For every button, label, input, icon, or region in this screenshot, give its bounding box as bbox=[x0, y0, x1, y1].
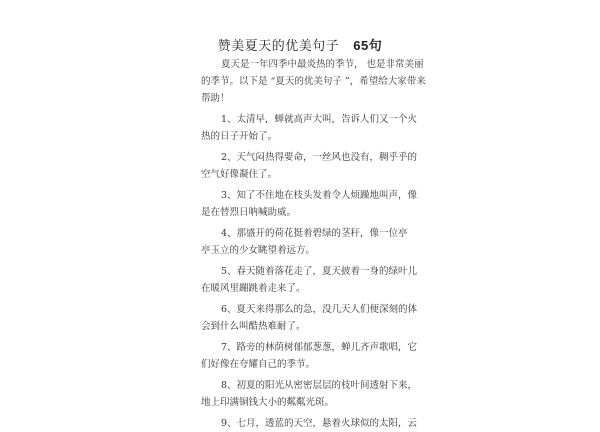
item-line: 空气好像凝住了。 bbox=[201, 169, 278, 180]
intro-line: 夏天是一年四季中最炎热的季节， 也是非常美丽 bbox=[221, 59, 424, 70]
item-line: 7、路旁的林荫树郁郁葱葱，蝉儿齐声歌唱，它 bbox=[221, 342, 418, 353]
item-line: 9、七月，透蓝的天空，悬着火球似的太阳，云 bbox=[221, 418, 418, 429]
intro-line: 帮助！ bbox=[201, 93, 230, 104]
title-count: 65句 bbox=[353, 38, 383, 53]
item-line: 们好像在夸耀自己的季节。 bbox=[201, 359, 316, 370]
intro-paragraph bbox=[201, 56, 426, 107]
list-item bbox=[201, 301, 418, 335]
page-title bbox=[0, 35, 600, 54]
list-item bbox=[201, 111, 418, 145]
item-line: 在暖风里蹦跳着走来了。 bbox=[201, 283, 306, 294]
item-line: 是在替烈日呐喊助威。 bbox=[201, 207, 297, 218]
item-line: 地上印满铜钱大小的粼粼光斑。 bbox=[201, 397, 335, 408]
item-line: 热的日子开始了。 bbox=[201, 131, 278, 142]
intro-line: 的季节。以下是 “夏天的优美句子 ”，希望给大家带来 bbox=[201, 76, 426, 87]
list-item bbox=[201, 377, 418, 411]
list-item bbox=[201, 339, 418, 373]
item-line: 8、初夏的阳光从密密层层的枝叶间透射下来， bbox=[221, 380, 418, 391]
item-line: 亭玉立的少女眺望着远方。 bbox=[201, 245, 316, 256]
item-line: 5、春天随着落花走了，夏天披着一身的绿叶儿 bbox=[221, 266, 418, 277]
title-text: 赞美夏天的优美句子 bbox=[217, 39, 340, 54]
list-item bbox=[201, 225, 408, 259]
list-item bbox=[201, 187, 418, 221]
list-item bbox=[201, 415, 418, 432]
item-line: 4、那盛开的荷花挺着碧绿的茎秆，像一位亭 bbox=[221, 228, 408, 239]
article-body bbox=[201, 56, 426, 432]
list-item bbox=[201, 263, 418, 297]
item-line: 1、太清早，蝉就高声大叫，告诉人们又一个火 bbox=[221, 114, 418, 125]
list-item bbox=[201, 149, 418, 183]
item-line: 3、知了不住地在枝头发着令人烦躁地叫声，像 bbox=[221, 190, 418, 201]
item-line: 2、天气闷热得要命，一丝风也没有，稠乎乎的 bbox=[221, 152, 418, 163]
item-line: 会到什么叫酷热难耐了。 bbox=[201, 321, 306, 332]
item-line: 6、夏天来得那么的急，没几天人们便深刻的体 bbox=[221, 304, 418, 315]
